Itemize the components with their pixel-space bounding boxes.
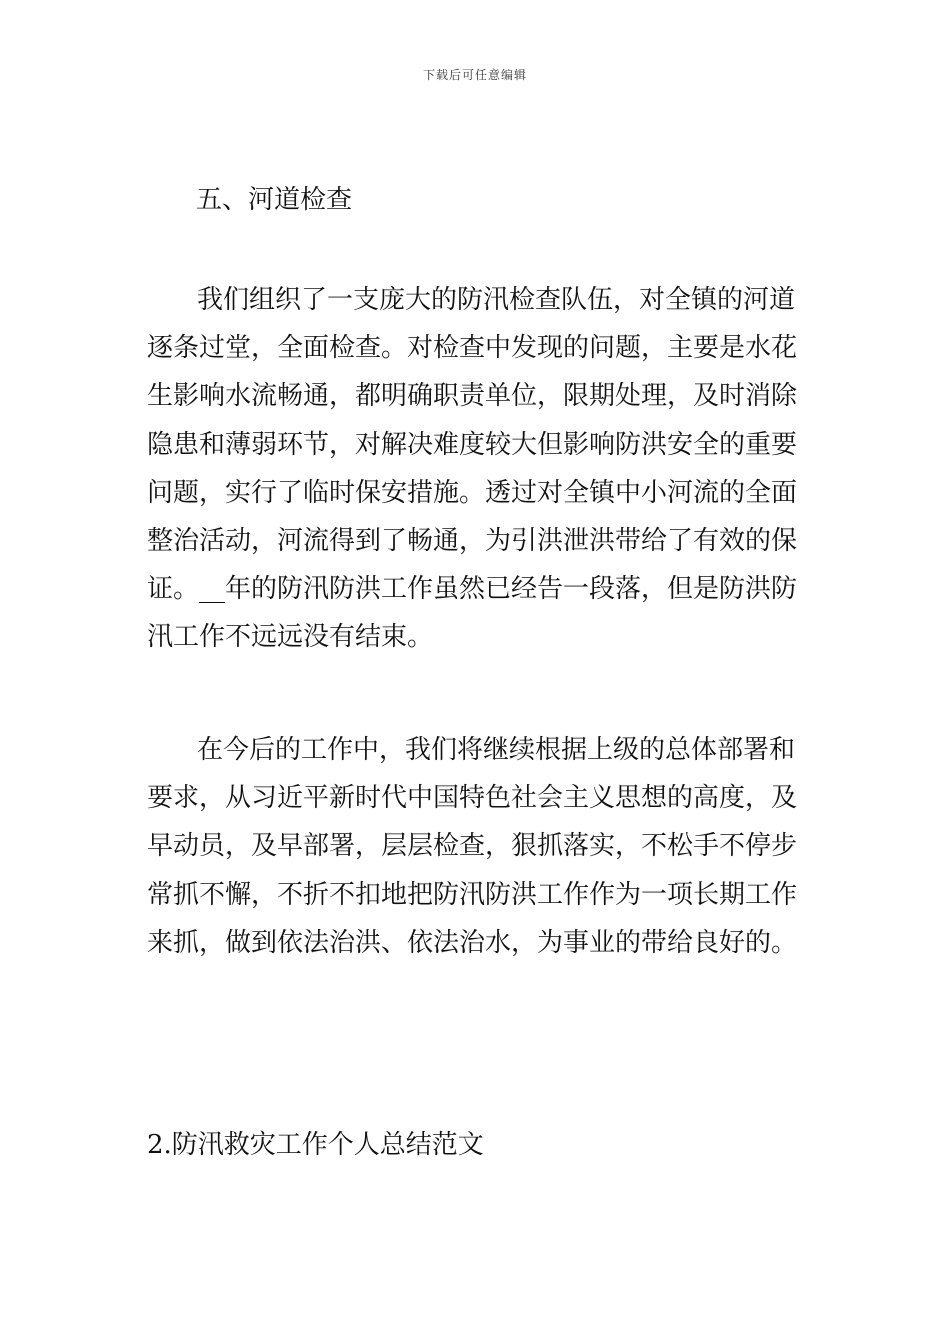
paragraph-line: 逐条过堂，全面检查。对检查中发现的问题，主要是水花 (147, 333, 798, 364)
paragraph-1 (147, 276, 807, 662)
next-section-title: 2.防汛救灾工作个人总结范文 (147, 1130, 484, 1160)
paragraph-line: 生影响水流畅通，都明确职责单位，限期处理，及时消除 (147, 381, 798, 412)
header-note: 下载后可任意编辑 (422, 68, 527, 82)
paragraph-line: 问题，实行了临时保安措施。透过对全镇中小河流的全面 (147, 477, 798, 508)
paragraph-line: 汛工作不远远没有结束。 (147, 622, 434, 653)
paragraph-line: 我们组织了一支庞大的防汛检查队伍，对全镇的河道 (197, 285, 796, 315)
paragraph-line: 要求，从习近平新时代中国特色社会主义思想的高度，及 (147, 783, 798, 814)
paragraph-line: 来抓，做到依法治洪、依法治水，为事业的带给良好的。 (147, 927, 798, 958)
section-heading: 五、河道检查 (196, 185, 353, 215)
paragraph-2 (147, 726, 807, 967)
paragraph-line: 早动员，及早部署，层层检查，狠抓落实，不松手不停步 (147, 831, 798, 862)
paragraph-line: 证。__年的防汛防洪工作虽然已经告一段落，但是防洪防 (147, 574, 798, 605)
paragraph-line: 常抓不懈，不折不扣地把防汛防洪工作作为一项长期工作 (147, 879, 798, 910)
paragraph-line: 在今后的工作中，我们将继续根据上级的总体部署和 (197, 735, 796, 765)
paragraph-line: 隐患和薄弱环节，对解决难度较大但影响防洪安全的重要 (147, 429, 798, 460)
paragraph-line: 整治活动，河流得到了畅通，为引洪泄洪带给了有效的保 (147, 525, 798, 556)
